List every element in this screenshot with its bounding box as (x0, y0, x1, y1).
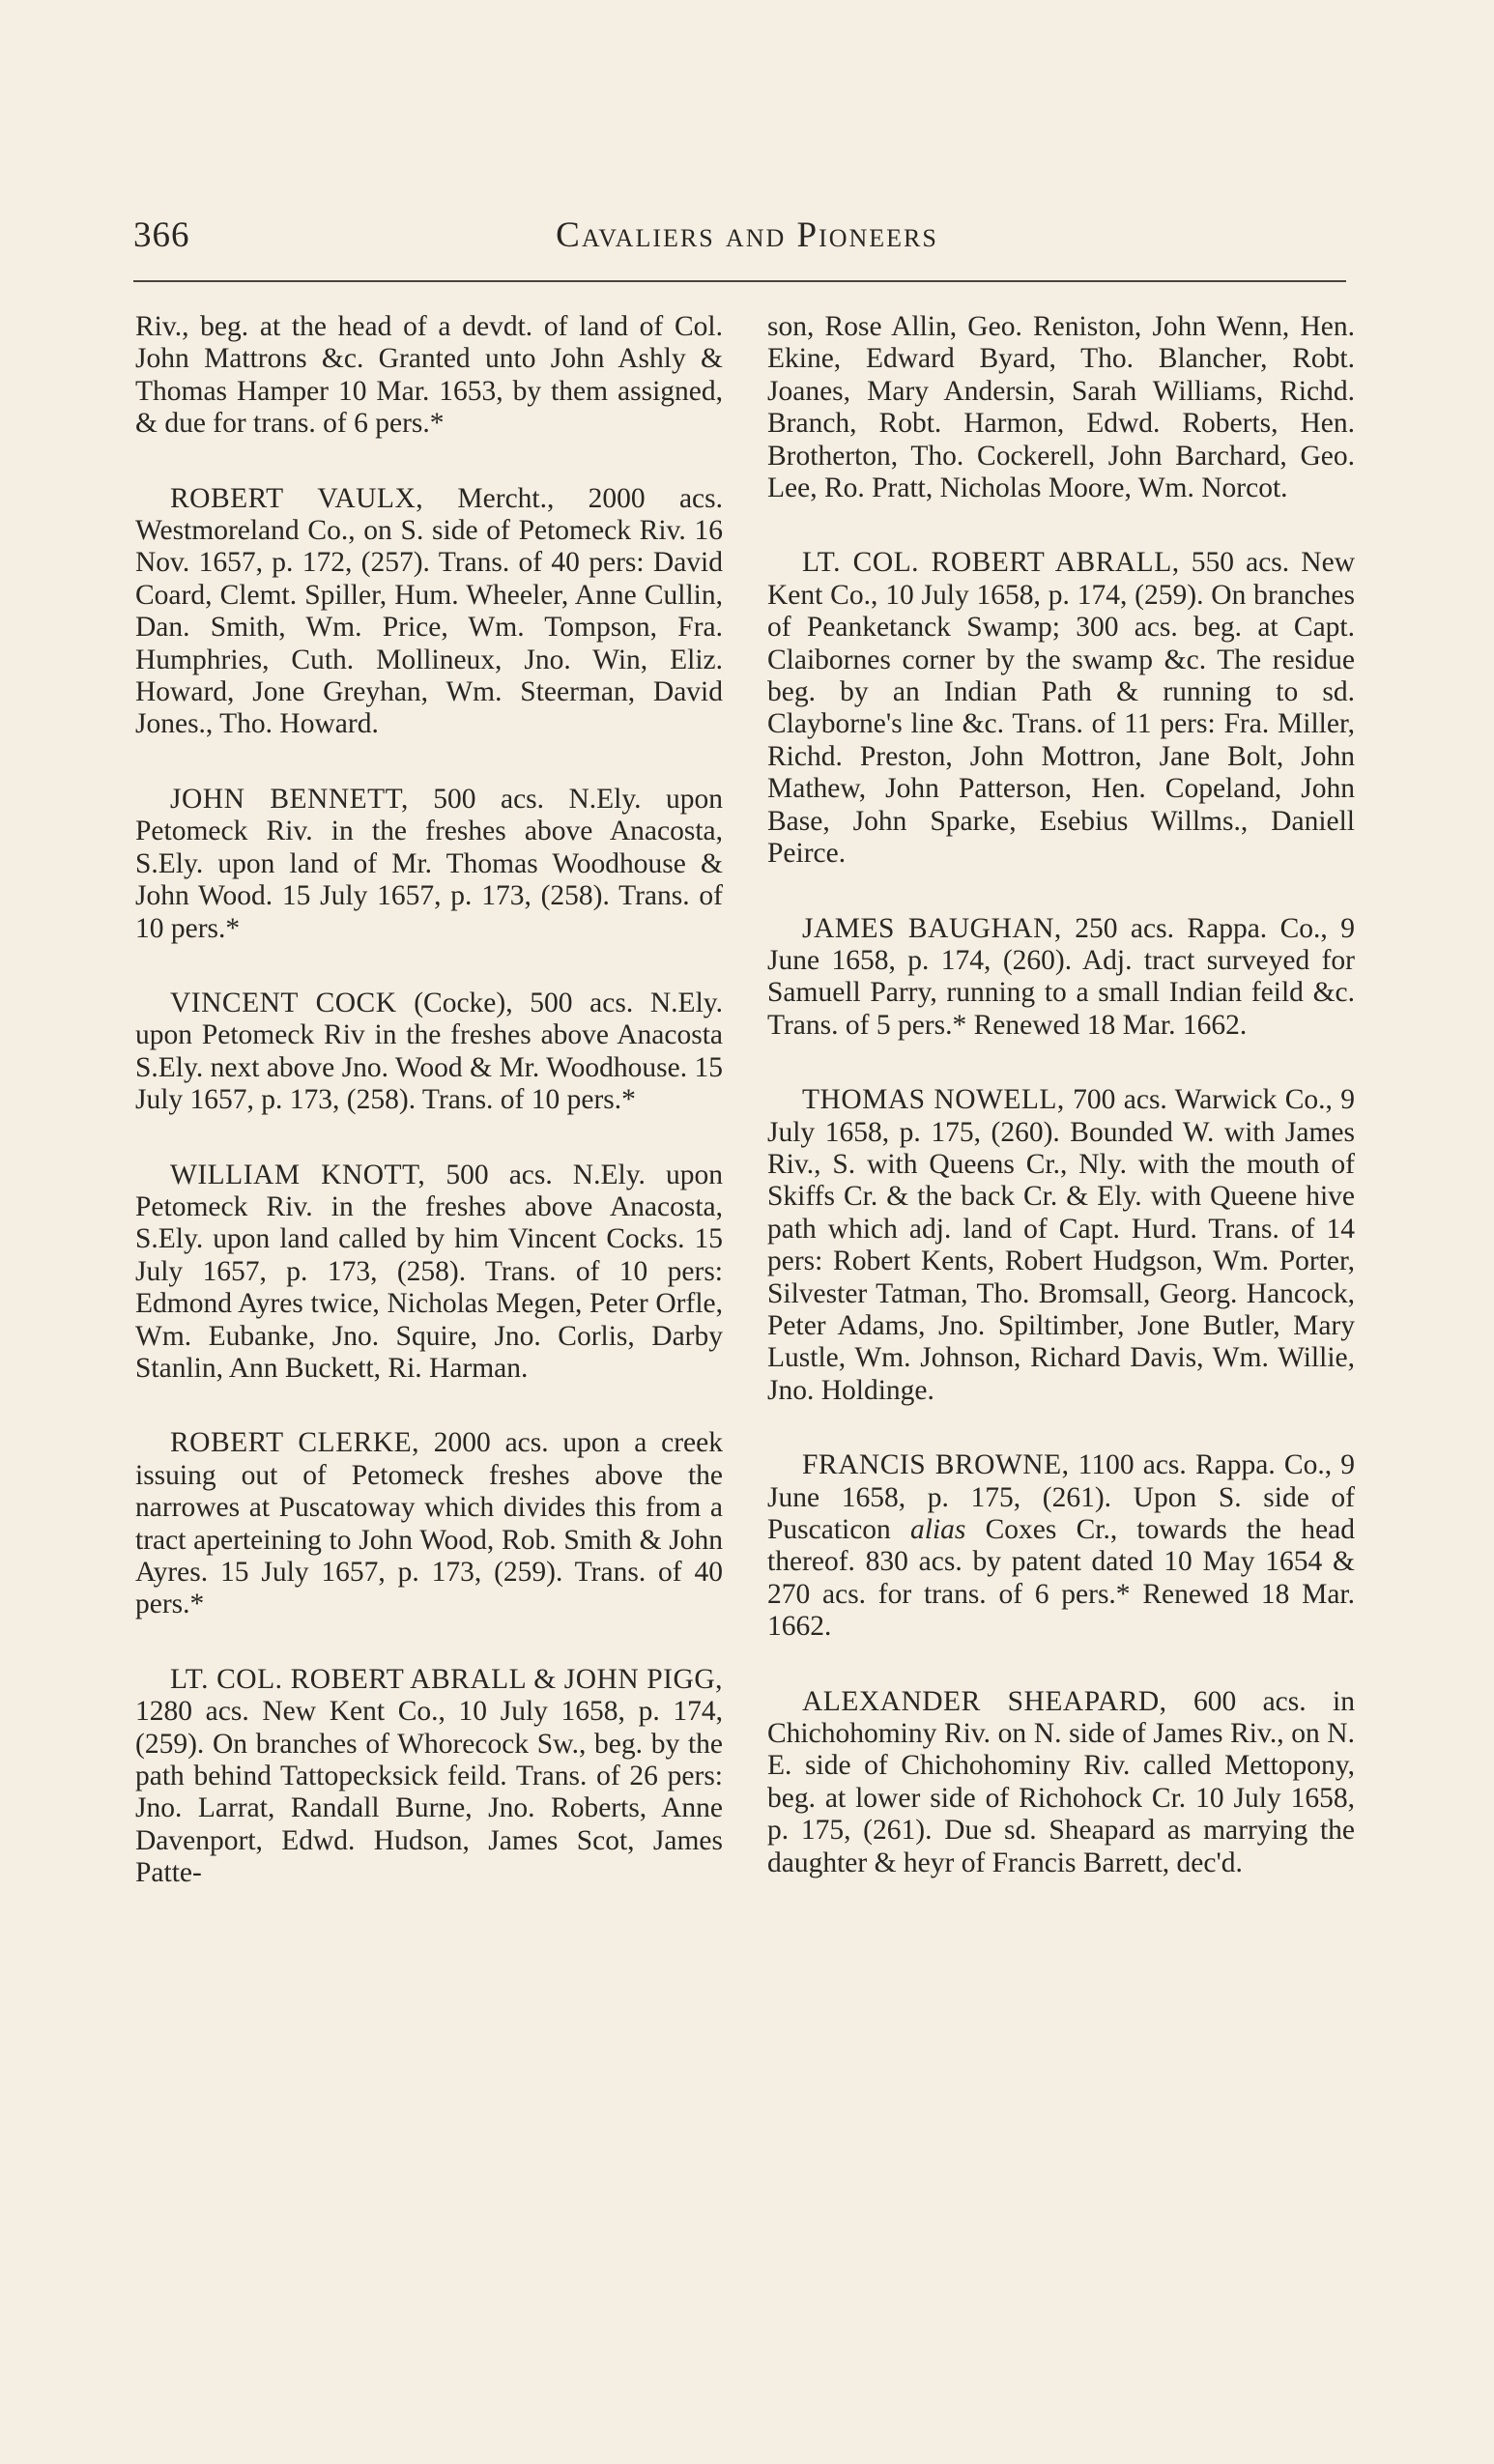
entry-text: (Cocke), 500 acs. N.Ely. upon Petomeck Riv in the freshes above Anacosta S.Ely. next above Jno. Wood & Mr. Woodhouse. 15 July 1657, p. 173, (258). Trans. of 10 pers.* (135, 987, 723, 1116)
entry-name: JOHN BENNETT, (170, 783, 409, 815)
page-number: 366 (133, 215, 190, 255)
entry-text: 1280 acs. New Kent Co., 10 July 1658, p. 174, (259). On branches of Whorecock Sw., beg. by the path behind Tattopecksick feild. Trans. of 26 pers: Jno. Larrat, Randall Burne, Jno. Roberts, Anne Davenport, Edwd. Hudson, James Scot, James Patte- (135, 1696, 723, 1889)
entry-text: 700 acs. Warwick Co., 9 July 1658, p. 175, (260). Bounded W. with James Riv., S. with Queens Cr., Nly. with the mouth of Skiffs Cr. & the back Cr. & Ely. with Queene hive path which adj. land of Capt. Hurd. Trans. of 14 pers: Robert Kents, Robert Hudgson, Wm. Porter, Silvester Tatman, Tho. Bromsall, Georg. Hancock, Peter Adams, Jno. Spiltimber, Jone Butler, Mary Lustle, Wm. Johnson, Richard Davis, Wm. Willie, Jno. Holdinge. (767, 1084, 1355, 1406)
entry-text: son, Rose Allin, Geo. Reniston, John Wenn, Hen. Ekine, Edward Byard, Tho. Blancher, Robt. Joanes, Mary Andersin, Sarah Williams, Richd. Branch, Robt. Harmon, Edwd. Roberts, Hen. Brotherton, Tho. Cockerell, John Barchard, Geo. Lee, Ro. Pratt, Nicholas Moore, Wm. Norcot. (767, 311, 1355, 504)
entry-name: THOMAS NOWELL, (802, 1084, 1065, 1116)
entry-francis-browne (767, 1449, 1355, 1643)
entry-robert-abrall (767, 547, 1355, 870)
page-header (133, 215, 1361, 263)
entry-robert-clerke (135, 1427, 723, 1620)
entry-vincent-cock (135, 988, 723, 1117)
entry-alexander-sheapard (767, 1686, 1355, 1879)
entry-name: ALEXANDER SHEAPARD, (802, 1685, 1167, 1717)
entry-john-bennett (135, 784, 723, 945)
entry-robert-vaulx (135, 483, 723, 741)
entry-text: 600 acs. in Chichohominy Riv. on N. side of James Riv., on N. E. side of Chichohominy Riv. called Mettopony, beg. at lower side of Richohock Cr. 10 July 1658, p. 175, (261). Due sd. Sheapard as marrying the daughter & heyr of Francis Barrett, dec'd. (767, 1685, 1355, 1878)
entry-william-knott (135, 1160, 723, 1386)
entry-text: 550 acs. New Kent Co., 10 July 1658, p. 174, (259). On branches of Peanketanck Swamp; 300 acs. beg. at Capt. Claibornes corner by the swamp &c. The residue beg. by an Indian Path & running to sd. Clayborne's line &c. Trans. of 11 pers: Fra. Miller, Richd. Preston, John Mottron, Jane Bolt, John Mathew, John Patterson, Hen. Copeland, John Base, John Sparke, Esebius Willms., Daniell Peirce. (767, 547, 1355, 870)
entry-name: ROBERT CLERKE, (170, 1427, 419, 1459)
entry-name: ROBERT VAULX, (170, 482, 424, 514)
entry-text: Riv., beg. at the head of a devdt. of land of Col. John Mattrons &c. Granted unto John Ashly & Thomas Hamper 10 Mar. 1653, by them assigned, & due for trans. of 6 pers.* (135, 311, 723, 440)
entry-abrall-pigg (135, 1664, 723, 1890)
running-title: Cavaliers and Pioneers (556, 215, 938, 255)
entry-text: 1100 acs. Rappa. Co., 9 June 1658, p. 175, (261). Upon S. side of Puscaticon (767, 1449, 1355, 1545)
entry-text: 2000 acs. upon a creek issuing out of Petomeck freshes above the narrowes at Puscatoway which divides this from a tract aperteining to John Wood, Rob. Smith & John Ayres. 15 July 1657, p. 173, (259). Trans. of 40 pers.* (135, 1427, 723, 1620)
entry-name: LT. COL. ROBERT ABRALL & JOHN PIGG, (170, 1663, 723, 1695)
entry-text: 500 acs. N.Ely. upon Petomeck Riv. in the freshes above Anacosta, S.Ely. upon land called by him Vincent Cocks. 15 July 1657, p. 173, (258). Trans. of 10 pers: Edmond Ayres twice, Nicholas Megen, Peter Orfle, Wm. Eubanke, Jno. Squire, Jno. Corlis, Darby Stanlin, Ann Buckett, Ri. Harman. (135, 1159, 723, 1384)
entry-italic-text: alias (910, 1514, 966, 1545)
left-column (135, 311, 723, 1933)
entry-text: 500 acs. N.Ely. upon Petomeck Riv. in the freshes above Anacosta, S.Ely. upon land of Mr. Thomas Woodhouse & John Wood. 15 July 1657, p. 173, (258). Trans. of 10 pers.* (135, 783, 723, 944)
entry-james-baughan (767, 913, 1355, 1043)
entry-text: Mercht., 2000 acs. Westmoreland Co., on S. side of Petomeck Riv. 16 Nov. 1657, p. 172, (257). Trans. of 40 pers: David Coard, Clemt. Spiller, Hum. Wheeler, Anne Cullin, Dan. Smith, Wm. Price, Wm. Tompson, Fra. Humphries, Cuth. Mollineux, Jno. Win, Eliz. Howard, Jone Greyhan, Wm. Steerman, David Jones., Tho. Howard. (135, 482, 723, 740)
entry-thomas-nowell (767, 1084, 1355, 1407)
entry-name: JAMES BAUGHAN, (802, 912, 1062, 944)
entry-name: WILLIAM KNOTT, (170, 1159, 426, 1190)
entry-text: 250 acs. Rappa. Co., 9 June 1658, p. 174, (260). Adj. tract surveyed for Samuell Parry, running to a small Indian feild &c. Trans. of 5 pers.* Renewed 18 Mar. 1662. (767, 912, 1355, 1041)
header-rule (133, 280, 1346, 282)
entry-text: Coxes Cr., towards the head thereof. 830 acs. by patent dated 10 May 1654 & 270 acs. for trans. of 6 pers.* Renewed 18 Mar. 1662. (767, 1514, 1355, 1643)
entry-name: LT. COL. ROBERT ABRALL, (802, 547, 1180, 579)
entry-name: FRANCIS BROWNE, (802, 1449, 1070, 1481)
entry-continuation (767, 311, 1355, 504)
entry-continuation (135, 311, 723, 441)
right-column (767, 311, 1355, 1922)
entry-name: VINCENT COCK (170, 987, 397, 1018)
